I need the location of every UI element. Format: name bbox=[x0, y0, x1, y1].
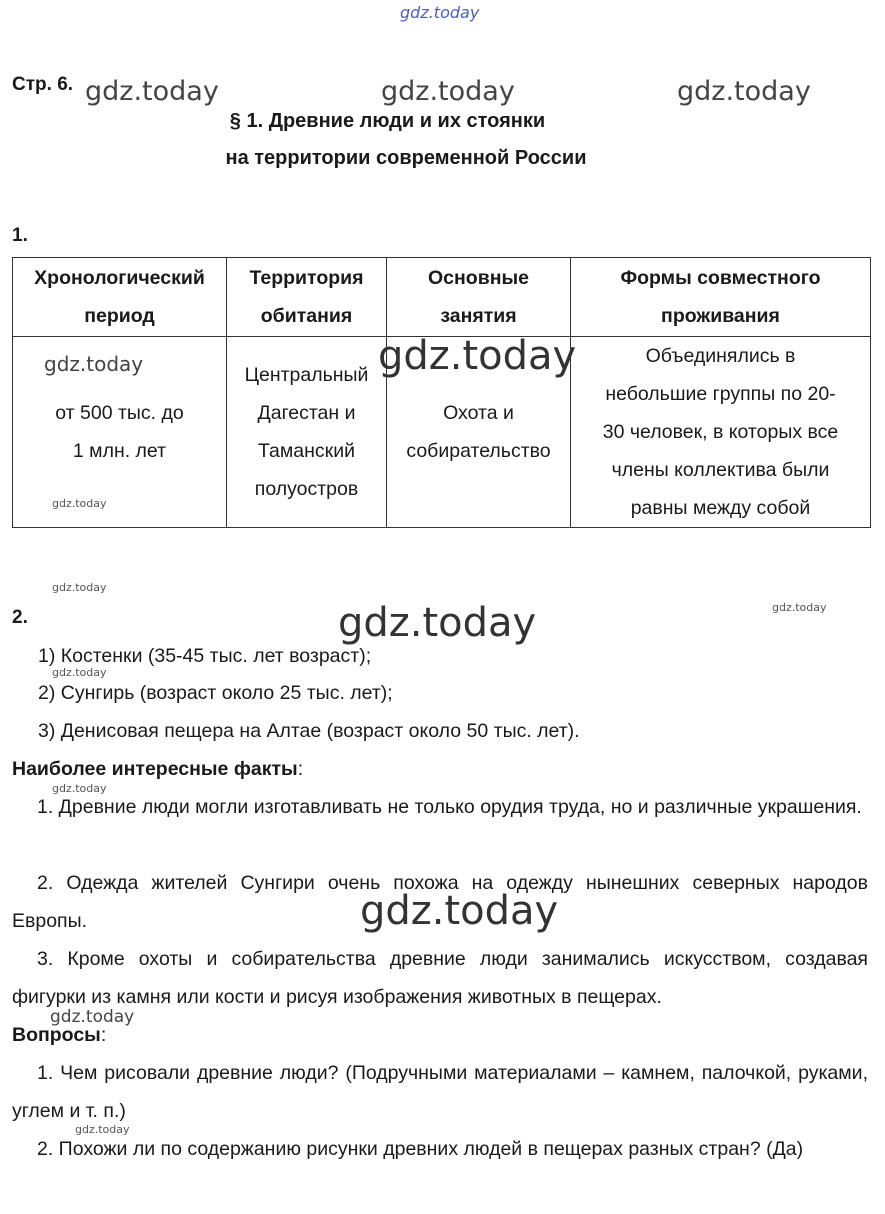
fact-item: 1. Древние люди могли изготавливать не только орудия труда, но и различные украшения. bbox=[37, 796, 862, 818]
watermark: gdz.today bbox=[50, 1007, 135, 1027]
watermark: gdz.today bbox=[381, 76, 515, 107]
watermark: gdz.today bbox=[378, 333, 577, 379]
list-item: 3) Денисовая пещера на Алтае (возраст около 50 тыс. лет). bbox=[38, 720, 580, 742]
watermark: gdz.today bbox=[52, 581, 107, 594]
watermark: gdz.today bbox=[338, 600, 537, 646]
table-header-row bbox=[13, 258, 871, 337]
table-header-cell: Территория обитания bbox=[227, 258, 387, 337]
questions-heading-text: Вопросы bbox=[12, 1024, 101, 1046]
watermark: gdz.today bbox=[75, 1123, 130, 1136]
table-cell: Охота и собирательство bbox=[387, 337, 571, 528]
table-cell: Центральный Дагестан и Таманский полуостров bbox=[227, 337, 387, 528]
facts-heading-text: Наиболее интересные факты bbox=[12, 758, 298, 780]
table-cell: Объединялись в небольшие группы по 20- 30 человек, в которых все члены коллектива были равны между собой bbox=[571, 337, 871, 528]
table-header-cell: Формы совместного проживания bbox=[571, 258, 871, 337]
questions-heading bbox=[12, 1016, 106, 1054]
question-item: 1. Чем рисовали древние люди? (Подручными материалами – камнем, палочкой, руками, углем и т. п.) bbox=[12, 1062, 868, 1122]
watermark-top: gdz.today bbox=[400, 3, 480, 22]
watermark: gdz.today bbox=[52, 497, 107, 510]
page-reference: Стр. 6. bbox=[12, 74, 74, 95]
watermark: gdz.today bbox=[360, 888, 559, 934]
watermark: gdz.today bbox=[677, 76, 811, 107]
list-item: 1) Костенки (35-45 тыс. лет возраст); bbox=[38, 645, 372, 667]
fact-item: 2. Одежда жителей Сунгири очень похожа на одежду нынешних северных народов Европы. bbox=[12, 872, 868, 932]
answer-table bbox=[12, 257, 871, 528]
question-item: 2. Похожи ли по содержанию рисунки древних людей в пещерах разных стран? (Да) bbox=[37, 1138, 804, 1160]
task-1-number: 1. bbox=[12, 225, 28, 246]
colon: : bbox=[297, 758, 304, 780]
watermark: gdz.today bbox=[52, 782, 107, 795]
task-2-number: 2. bbox=[12, 607, 28, 628]
table-header-cell: Основные занятия bbox=[387, 258, 571, 337]
watermark: gdz.today bbox=[772, 601, 827, 614]
watermark: gdz.today bbox=[52, 666, 107, 679]
fact-item: 3. Кроме охоты и собирательства древние люди занимались искусством, создавая фигурки из камня или кости и рисуя изображения животных в пещерах. bbox=[12, 948, 868, 1008]
table-header-cell: Хронологический период bbox=[13, 258, 227, 337]
watermark: gdz.today bbox=[85, 76, 219, 107]
section-title-line2: на территории современной России bbox=[225, 147, 587, 169]
watermark: gdz.today bbox=[44, 352, 144, 376]
colon: : bbox=[100, 1024, 107, 1046]
section-title-line1: § 1. Древние люди и их стоянки bbox=[229, 110, 546, 132]
list-item: 2) Сунгирь (возраст около 25 тыс. лет); bbox=[38, 682, 393, 704]
table-cell: от 500 тыс. до 1 млн. лет bbox=[13, 337, 227, 528]
